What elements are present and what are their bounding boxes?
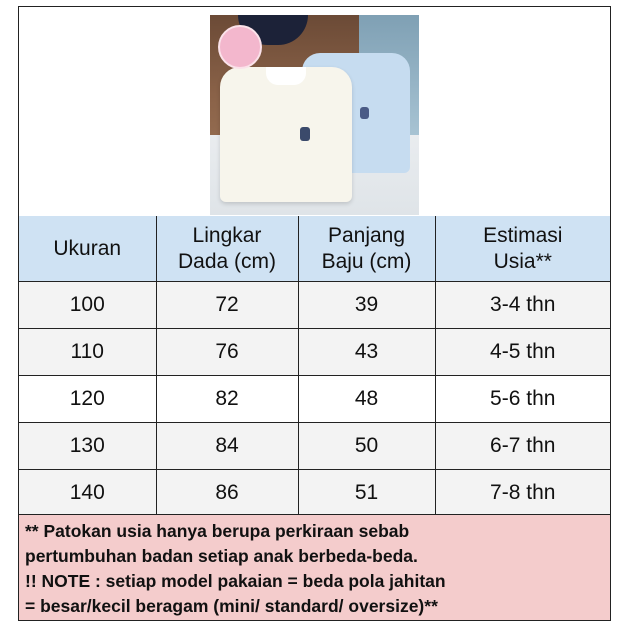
white-shirt-image [220, 67, 352, 202]
cell-panjang-baju: 51 [298, 470, 435, 517]
cell-estimasi-usia: 4-5 thn [435, 329, 610, 376]
bear-patch-icon [360, 107, 369, 119]
note-line: pertumbuhan badan setiap anak berbeda-beda. [25, 546, 418, 566]
cell-panjang-baju: 39 [298, 282, 435, 329]
table-row [19, 423, 610, 470]
brand-logo [218, 25, 262, 69]
table-row [19, 376, 610, 423]
header-estimasi-usia: Estimasi Usia** [435, 216, 610, 282]
size-note [19, 514, 610, 620]
cell-panjang-baju: 43 [298, 329, 435, 376]
cell-ukuran: 120 [19, 376, 156, 423]
cell-panjang-baju: 50 [298, 423, 435, 470]
cell-ukuran: 110 [19, 329, 156, 376]
note-line: ** Patokan usia hanya berupa perkiraan sebab [25, 521, 410, 541]
table-row [19, 470, 610, 517]
cell-ukuran: 130 [19, 423, 156, 470]
cell-estimasi-usia: 6-7 thn [435, 423, 610, 470]
cell-ukuran: 100 [19, 282, 156, 329]
size-table [19, 216, 610, 517]
table-row [19, 329, 610, 376]
table-header-row [19, 216, 610, 282]
cell-lingkar-dada: 84 [156, 423, 298, 470]
cell-lingkar-dada: 86 [156, 470, 298, 517]
cell-estimasi-usia: 7-8 thn [435, 470, 610, 517]
cell-panjang-baju: 48 [298, 376, 435, 423]
bear-patch-icon [300, 127, 310, 141]
product-photo-area [19, 7, 610, 217]
size-chart [18, 6, 611, 621]
product-photo [210, 15, 419, 215]
cell-estimasi-usia: 5-6 thn [435, 376, 610, 423]
header-ukuran: Ukuran [19, 216, 156, 282]
table-row [19, 282, 610, 329]
cell-lingkar-dada: 82 [156, 376, 298, 423]
cell-lingkar-dada: 76 [156, 329, 298, 376]
note-line: !! NOTE : setiap model pakaian = beda pola jahitan [25, 571, 446, 591]
cell-ukuran: 140 [19, 470, 156, 517]
note-line: = besar/kecil beragam (mini/ standard/ oversize)** [25, 596, 438, 616]
cell-lingkar-dada: 72 [156, 282, 298, 329]
header-panjang-baju: Panjang Baju (cm) [298, 216, 435, 282]
header-lingkar-dada: Lingkar Dada (cm) [156, 216, 298, 282]
cell-estimasi-usia: 3-4 thn [435, 282, 610, 329]
